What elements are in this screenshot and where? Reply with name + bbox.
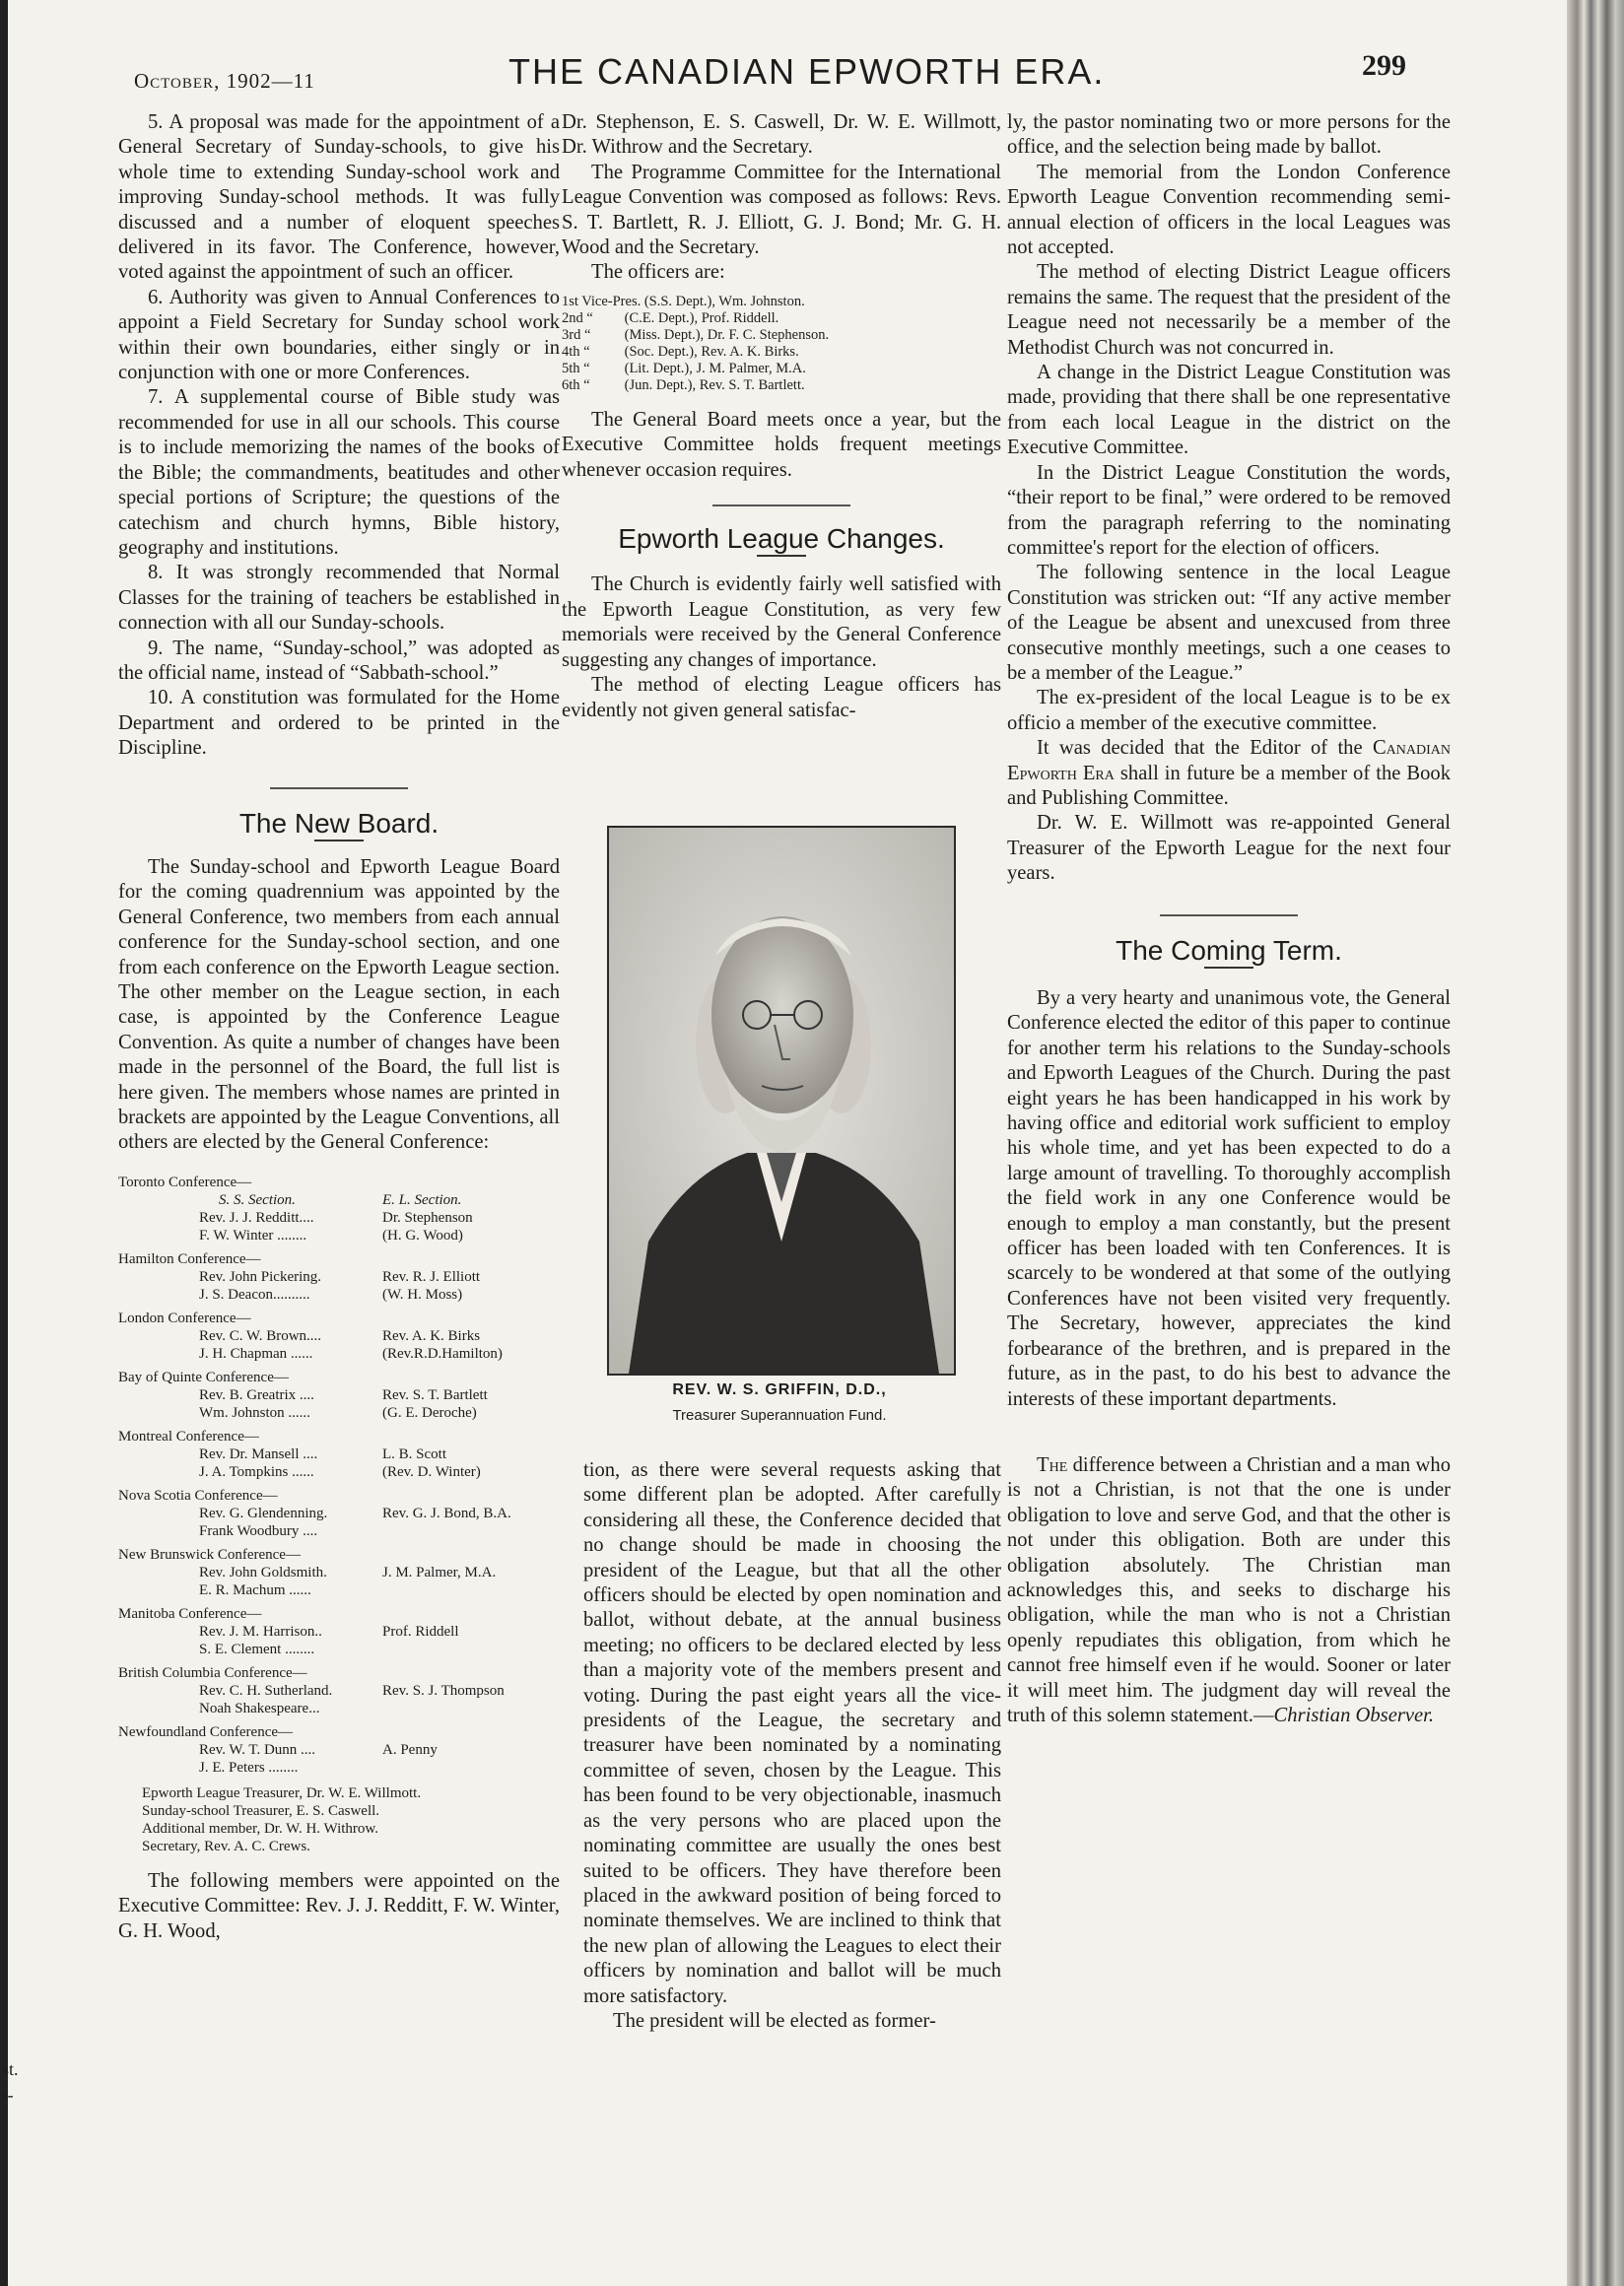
masthead-title: THE CANADIAN EPWORTH ERA. <box>508 51 1106 92</box>
paragraph: 10. A constitution was formulated for the Home Department and ordered to be printed in the Discipline. <box>118 687 560 760</box>
officer-row <box>562 310 1001 327</box>
column-1 <box>118 110 560 1944</box>
treasurer-line: Sunday-school Treasurer, E. S. Caswell. <box>142 1802 380 1819</box>
ss-member: Rev. G. Glendenning. <box>199 1505 328 1521</box>
ss-member: Frank Woodbury .... <box>199 1522 318 1539</box>
ss-member: J. A. Tompkins ...... <box>199 1463 314 1480</box>
ss-member: S. E. Clement ........ <box>199 1641 315 1657</box>
conference-name: Hamilton Conference— <box>118 1250 261 1267</box>
paragraph: The method of electing League officers has evidently not given general satisfac- <box>562 674 1001 721</box>
text-run: shall in future be a member of the Book and Publishing Committee. <box>1007 762 1452 809</box>
margin-fragment: st. <box>2 2059 19 2079</box>
officer-row <box>562 377 1001 394</box>
member-row <box>118 1286 560 1304</box>
el-member: A. Penny <box>382 1741 438 1758</box>
officer-rank: 6th “ <box>562 376 590 393</box>
el-member: J. M. Palmer, M.A. <box>382 1564 497 1580</box>
paragraph: The ex-president of the local League is to be ex officio a member of the executive committee. <box>1007 687 1451 734</box>
paragraph: The president will be elected as former- <box>613 2009 936 2032</box>
member-row <box>118 1505 560 1522</box>
officer-rank: 1st Vice-Pres. <box>562 293 642 309</box>
conference-block <box>118 1605 560 1658</box>
el-member: Rev. R. J. Elliott <box>382 1268 481 1285</box>
paragraph: The Programme Committee for the International League Convention was composed as follows: Revs. S. T. Bartlett, R. J. Elliott, G. J. Bond; Mr. G. H. Wood and the Secretary. <box>562 161 1001 259</box>
officer-name: (Soc. Dept.), Rev. A. K. Birks. <box>624 343 799 360</box>
ss-member: J. E. Peters ........ <box>199 1759 299 1776</box>
ss-member: Rev. B. Greatrix .... <box>199 1386 314 1403</box>
officer-rank: 2nd “ <box>562 309 593 326</box>
paragraph: The method of electing District League officers remains the same. The request that the president of the League need not necessarily be a member of the Methodist Church was not concurred in. <box>1007 261 1451 359</box>
officer-name: (C.E. Dept.), Prof. Riddell. <box>624 309 779 326</box>
member-row <box>118 1682 560 1700</box>
conference-block <box>118 1174 560 1244</box>
officer-name: (Lit. Dept.), J. M. Palmer, M.A. <box>624 360 806 376</box>
officer-rank: 5th “ <box>562 360 590 376</box>
ss-member: Rev. John Goldsmith. <box>199 1564 327 1580</box>
column-2-lower <box>583 1458 1001 2034</box>
ss-member: Rev. C. H. Sutherland. <box>199 1682 333 1699</box>
ss-member: Noah Shakespeare... <box>199 1700 320 1716</box>
book-edge <box>1567 0 1624 2286</box>
conference-block <box>118 1369 560 1422</box>
officer-name: (Jun. Dept.), Rev. S. T. Bartlett. <box>624 376 805 393</box>
officer-row <box>562 361 1001 377</box>
paragraph: Dr. W. E. Willmott was re-appointed General Treasurer of the Epworth League for the next four years. <box>1007 812 1451 885</box>
el-member: (Rev. D. Winter) <box>382 1463 481 1480</box>
el-member: (Rev.R.D.Hamilton) <box>382 1345 503 1362</box>
member-row <box>118 1404 560 1422</box>
caption-name: REV. W. S. GRIFFIN, D.D., <box>672 1381 887 1398</box>
paragraph: By a very hearty and unanimous vote, the General Conference elected the editor of this paper to continue for another term his relations to the Sunday-schools and Epworth Leagues of the Church. During the past eight years he has been handicapped in his work by having office and editorial work sufficient to employ his whole time, and yet has been expected to do a large amount of travelling. To thoroughly accomplish the field work in any one Conference would be enough to employ a man constantly, but the present officer has been loaded with ten Conferences. It is scarcely to be wondered at that some of the outlying Conferences have not been visited very frequently. The Secretary, however, appreciates the kind forbearance of the brethren, and is prepared in the future, as in the past, to do his best to advance the interests of these important departments. <box>1007 987 1451 1410</box>
ss-member: J. S. Deacon.......... <box>199 1286 310 1303</box>
paragraph: The Sunday-school and Epworth League Board for the coming quadrennium was appointed by the General Conference, two members from each annual conference for the Sunday-school section, and one from each conference on the Epworth League section. The other member on the League section, in each case, is appointed by the Conference League Convention. As quite a number of changes have been made in the personnel of the Board, the full list is here given. The members whose names are printed in brackets are appointed by the League Conventions, all others are elected by the General Conference: <box>118 855 560 1154</box>
conference-block <box>118 1487 560 1540</box>
paragraph: 6. Authority was given to Annual Conferences to appoint a Field Secretary for Sunday school work within their own boundaries, either singly or in conjunction with one or more Conferences. <box>118 286 560 384</box>
officer-name: (Miss. Dept.), Dr. F. C. Stephenson. <box>624 326 830 343</box>
paragraph: 7. A supplemental course of Bible study was recommended for use in all our schools. This course is to include memorizing the names of the books of the Bible; the commandments, beatitudes and other special portions of Scripture; the questions of the catechism and church hymns, Bible history, geography and institutions. <box>118 386 560 559</box>
column-3 <box>1007 110 1451 1728</box>
lead-word: The <box>1037 1453 1068 1476</box>
officer-rank: 3rd “ <box>562 326 591 343</box>
conference-name: Toronto Conference— <box>118 1174 252 1190</box>
paragraph: tion, as there were several requests asking that some different plan be adopted. After carefully considering all these, the Conference decided that no change should be made in choosing the president of the League, but that all the other officers should be elected by open nomination and ballot, without debate, at the annual business meeting; no officers to be declared elected by less than a majority vote of the members present and voting. During the past eight years all the vice-presidents of the League, the secretary and treasurer have been nominated by a nominating committee of seven, chosen by the League. This has been found to be very objectionable, inasmuch as the very persons who are placed upon the nominating committee are usually the ones best suited to be officers. They have therefore been placed in the awkward position of being forced to nominate themselves. We are inclined to think that the new plan of allowing the Leagues to elect their officers by nomination and ballot will be much more satisfactory. <box>583 1459 1001 2007</box>
ss-member: Rev. Dr. Mansell .... <box>199 1446 318 1462</box>
left-margin-strip <box>0 0 8 2286</box>
source-credit: Christian Observer. <box>1273 1704 1435 1726</box>
member-row <box>118 1623 560 1641</box>
paragraph-christian <box>1007 1453 1451 1728</box>
member-row <box>118 1759 560 1777</box>
ss-member: Rev. J. M. Harrison.. <box>199 1623 322 1640</box>
member-row <box>118 1345 560 1363</box>
portrait-engraving <box>609 828 954 1374</box>
el-member: (H. G. Wood) <box>382 1227 463 1244</box>
member-row <box>118 1386 560 1404</box>
section-rule <box>270 787 408 789</box>
caption-title: Treasurer Superannuation Fund. <box>672 1407 887 1424</box>
ss-member: Wm. Johnston ...... <box>199 1404 310 1421</box>
conference-name: Montreal Conference— <box>118 1428 259 1445</box>
paragraph: The following members were appointed on the Executive Committee: Rev. J. J. Redditt, F. W. Winter, G. H. Wood, <box>118 1869 560 1942</box>
paragraph: The officers are: <box>591 261 725 284</box>
treasurer-line: Epworth League Treasurer, Dr. W. E. Willmott. <box>142 1784 422 1801</box>
paragraph: ly, the pastor nominating two or more persons for the office, and the selection being made by ballot. <box>1007 111 1451 159</box>
member-row <box>118 1741 560 1759</box>
portrait-photo <box>607 826 956 1376</box>
paragraph: The following sentence in the local League Constitution was stricken out: “If any active member of the League be absent and unexcused from three consecutive monthly meetings, such a one ceases to be a member of the League.” <box>1007 562 1451 684</box>
conference-name: Newfoundland Conference— <box>118 1723 294 1740</box>
officer-row <box>562 344 1001 361</box>
member-row <box>118 1564 560 1581</box>
member-row <box>118 1327 560 1345</box>
el-member: Dr. Stephenson <box>382 1209 473 1226</box>
treasurer-line: Secretary, Rev. A. C. Crews. <box>142 1838 310 1854</box>
el-member: (G. E. Deroche) <box>382 1404 477 1421</box>
section-rule <box>1160 914 1298 916</box>
conference-block <box>118 1546 560 1599</box>
paragraph: 9. The name, “Sunday-school,” was adopted as the official name, instead of “Sabbath-school.” <box>118 637 560 684</box>
officer-row <box>562 294 1001 310</box>
spacer <box>1007 1412 1451 1453</box>
el-member: Rev. S. J. Thompson <box>382 1682 505 1699</box>
member-row <box>118 1268 560 1286</box>
page-header <box>118 45 1458 95</box>
margin-fragment: r- <box>2 2085 14 2105</box>
ss-member: E. R. Machum ...... <box>199 1581 311 1598</box>
paragraph: 8. It was strongly recommended that Normal Classes for the training of teachers be established in connection with all our Sunday-schools. <box>118 562 560 635</box>
text-run: It was decided that the Editor of the <box>1037 737 1363 760</box>
member-row <box>118 1641 560 1658</box>
member-row <box>118 1700 560 1717</box>
ss-member: Rev. W. T. Dunn .... <box>199 1741 316 1758</box>
text-run: difference between a Christian and a man who is not a Christian, is not that the one is under obligation to love and serve God, and that the other is not under this obligation. Both are under this obligation absolutely. The Christian man acknowledges this, and seeks to discharge his obligation, while the man who is not a Christian openly repudiates this obligation, from which he cannot free himself even if he would. Sooner or later it will meet him. The judgment day will reveal the truth of this solemn statement.— <box>1007 1453 1451 1726</box>
el-member: Prof. Riddell <box>382 1623 459 1640</box>
section-headers <box>118 1191 560 1209</box>
conference-block <box>118 1664 560 1717</box>
ss-member: Rev. John Pickering. <box>199 1268 322 1285</box>
conference-name: London Conference— <box>118 1310 251 1326</box>
heading-rule <box>757 555 806 557</box>
section-heading-league-changes: Epworth League Changes. <box>618 523 945 555</box>
conference-block <box>118 1428 560 1481</box>
board-list <box>118 1174 560 1777</box>
officer-row <box>562 327 1001 344</box>
el-member: (W. H. Moss) <box>382 1286 463 1303</box>
officers-list <box>562 294 1001 394</box>
member-row <box>118 1463 560 1481</box>
member-row <box>118 1227 560 1244</box>
paragraph: A change in the District League Constitution was made, providing that there shall be one representative from each local League in the district on the Executive Committee. <box>1007 362 1451 459</box>
conference-name: Manitoba Conference— <box>118 1605 262 1622</box>
ss-member: Rev. J. J. Redditt.... <box>199 1209 314 1226</box>
conference-name: New Brunswick Conference— <box>118 1546 301 1563</box>
conference-name: Bay of Quinte Conference— <box>118 1369 289 1385</box>
conference-name: British Columbia Conference— <box>118 1664 307 1681</box>
paragraph: 5. A proposal was made for the appointment of a General Secretary of Sunday-schools, to give his whole time to extending Sunday-school work and improving Sunday-school methods. It was fully discussed and a number of eloquent speeches delivered in its favor. The Conference, however, voted against the appointment of such an officer. <box>118 111 560 284</box>
paragraph: The memorial from the London Conference Epworth League Convention recommending semi-annual election of officers in the local Leagues was not accepted. <box>1007 161 1451 259</box>
page-number: 299 <box>1362 49 1406 82</box>
paragraph: The General Board meets once a year, but the Executive Committee holds frequent meetings whenever occasion requires. <box>562 408 1001 481</box>
member-row <box>118 1209 560 1227</box>
member-row <box>118 1581 560 1599</box>
heading-rule <box>1204 967 1253 969</box>
paragraph-editor <box>1007 736 1451 811</box>
conference-name: Nova Scotia Conference— <box>118 1487 278 1504</box>
officer-rank: 4th “ <box>562 343 590 360</box>
publication-name: Canadian Epworth Era <box>1007 737 1451 784</box>
ss-member: F. W. Winter ........ <box>199 1227 307 1244</box>
officer-name: (S.S. Dept.), Wm. Johnston. <box>643 293 805 309</box>
treasurer-line: Additional member, Dr. W. H. Withrow. <box>142 1820 379 1837</box>
member-row <box>118 1522 560 1540</box>
conference-block <box>118 1310 560 1363</box>
conference-block <box>118 1250 560 1304</box>
member-row <box>118 1446 560 1463</box>
ss-member: Rev. C. W. Brown.... <box>199 1327 322 1344</box>
el-member: Rev. A. K. Birks <box>382 1327 481 1344</box>
section-heading-coming-term: The Coming Term. <box>1116 934 1342 966</box>
treasurers-list <box>118 1784 560 1855</box>
issue-date: October, 1902—11 <box>134 69 315 93</box>
portrait-caption <box>591 1381 968 1424</box>
paragraph: In the District League Constitution the words, “their report to be final,” were ordered to be removed from the paragraph referring to the nominating committee's report for the election of officers. <box>1007 461 1451 559</box>
el-member: Rev. S. T. Bartlett <box>382 1386 488 1403</box>
section-heading-new-board: The New Board. <box>238 807 440 839</box>
ss-member: J. H. Chapman ...... <box>199 1345 313 1362</box>
paragraph: The Church is evidently fairly well satisfied with the Epworth League Constitution, as very few memorials were received by the General Conference suggesting any changes of importance. <box>562 573 1001 671</box>
el-member: Rev. G. J. Bond, B.A. <box>382 1505 511 1521</box>
ss-section-header: S. S. Section. <box>219 1191 296 1208</box>
column-2 <box>562 110 1001 723</box>
el-section-header: E. L. Section. <box>382 1191 462 1208</box>
heading-rule <box>314 840 364 841</box>
section-rule <box>712 504 850 506</box>
conference-block <box>118 1723 560 1777</box>
paragraph: Dr. Stephenson, E. S. Caswell, Dr. W. E. Willmott, Dr. Withrow and the Secretary. <box>562 111 1001 159</box>
el-member: L. B. Scott <box>382 1446 447 1462</box>
